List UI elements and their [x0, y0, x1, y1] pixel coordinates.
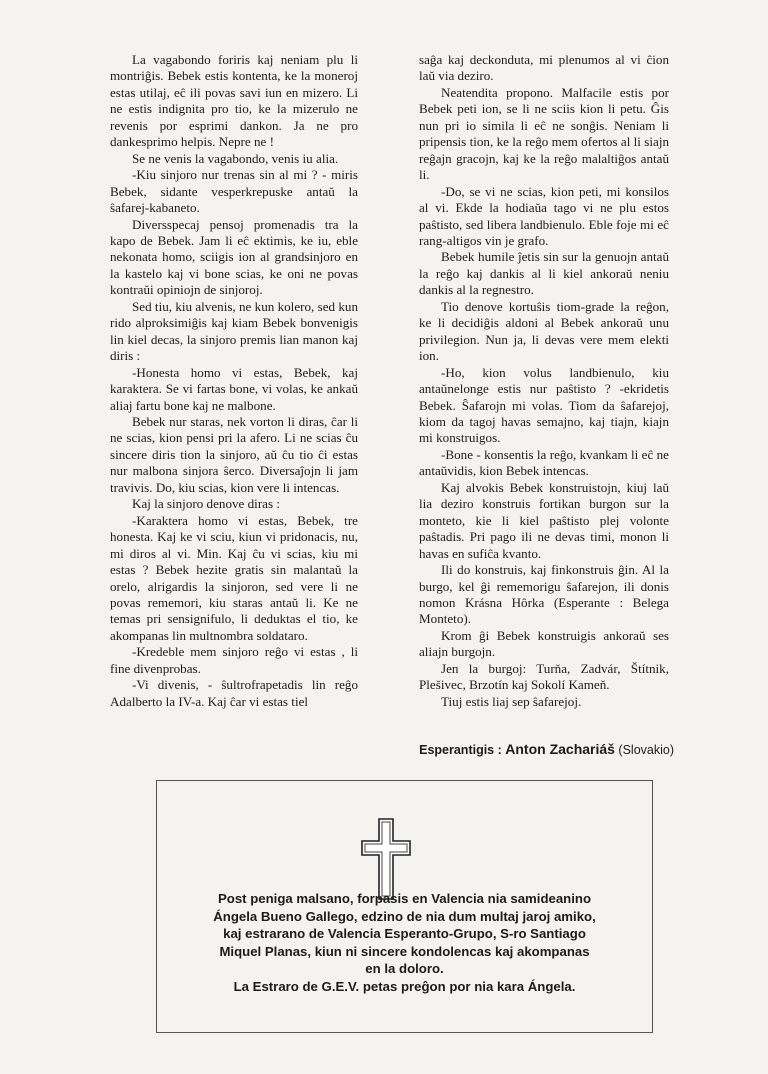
paragraph: Ili do konstruis, kaj finkonstruis ĝin. Al la burgo, kel ĝi rememorigu ŝafarejon, ili donis nomon Krásna Hôrka (Esperante : Belega Monteto).	[419, 562, 669, 627]
paragraph: Jen la burgoj: Turňa, Zadvár, Štítnik, Plešivec, Brzotín kaj Sokolí Kameň.	[419, 660, 669, 693]
notice-line: La Estraro de G.E.V. petas preĝon por nia kara Ángela.	[233, 978, 576, 994]
right-text-column	[419, 52, 669, 710]
paragraph: Se ne venis la vagabondo, venis iu alia.	[132, 150, 339, 166]
condolence-notice	[156, 780, 653, 1033]
paragraph: -Ho, kion volus landbienulo, kiu antaŭnelonge estis nur paŝtisto ? -ekridetis Bebek. Ŝafarojn mi volas. Tiom da ŝafarejoj, kiom da tagoj havas semajno, kaj tiajn, kiajn mi konstruigos.	[419, 364, 669, 446]
paragraph: -Karaktera homo vi estas, Bebek, tre honesta. Kaj ke vi sciu, kiun vi pridonacis, nu, mi diros al vi. Min. Kaj ĉu vi scias, kiu mi estas ? Bebek hezite gratis sin malantaŭ la orelo, alrigardis la sinjoron, sed vere li ne povas rememori, kiu staras antaŭ li. Ke ne temas pri sensignifulo, li deduktas el tio, ke akompanas lin multnombra soldataro.	[110, 512, 358, 643]
paragraph: -Do, se vi ne scias, kion peti, mi konsilos al vi. Ekde la hodiaŭa tago vi ne plu estos paŝtisto, sed libera landbienulo. Eble foje mi eĉ rang-altigos vin je grafo.	[419, 183, 669, 248]
translator-name: Anton Zachariáš	[505, 741, 615, 757]
paragraph: Tio denove kortuŝis tiom-grade la reĝon, ke li decidiĝis aldoni al Bebek ankoraŭ unu privilegion. Nun ja, li devas vere mem elekti ion.	[419, 298, 669, 364]
notice-text	[157, 890, 652, 995]
paragraph: Kaj alvokis Bebek konstruistojn, kiuj laŭ lia deziro konstruis fortikan burgon sur la monteto, kie li kiel paŝtisto plej volonte paŝtadis. Pri pago ili ne devas timi, monon li havas en sufiĉa kvanto.	[419, 479, 669, 561]
paragraph: Tiuj estis liaj sep ŝafarejoj.	[441, 693, 582, 709]
paragraph: Krom ĝi Bebek konstruigis ankoraŭ ses aliajn burgojn.	[419, 627, 669, 660]
cross-icon	[360, 817, 412, 901]
notice-line: Miquel Planas, kiun ni sincere kondolencas kaj akompanas	[219, 943, 590, 959]
paragraph: Bebek nur staras, nek vorton li diras, ĉar li ne scias, kion pensi pri la afero. Li ne scias ĉu sincere diris tion la sinjoro, aŭ ĉu tio ĉi estas nur malbona sinjora ŝerco. Diversaĵojn li jam travivis. Do, kiu scias, kion vere li intencas.	[110, 413, 358, 495]
credit-prefix: Esperantigis :	[419, 743, 506, 757]
translator-credit	[360, 741, 674, 757]
paragraph: Neatendita propono. Malfacile estis por Bebek peti ion, se li ne sciis kion li petu. Ĝis nun pri io simila li eĉ ne sonĝis. Neniam li pripensis tion, ke la reĝo mem ofertos al li siajn reĝajn gracojn, kaj ke la reĝo malaltiĝos antaŭ li.	[419, 84, 669, 183]
paragraph: Diversspecaj pensoj promenadis tra la kapo de Bebek. Jam li eĉ ektimis, ke iu, eble nekonata homo, sciigis ion al grandsinjoro en la kastelo kaj vi bone scias, ke oni ne povas kontraŭi opiniojn de sinjoroj.	[110, 216, 358, 298]
left-text-column	[110, 52, 358, 710]
paragraph: La vagabondo foriris kaj neniam plu li montriĝis. Bebek estis kontenta, ke la moneroj estas utilaj, eĉ ili povas savi iun en mizero. Li ne estis indignita pro tio, ke la mizerulo ne revenis por esprimi dankon. Ja ne pro dankesprimo helpis. Nepre ne !	[110, 52, 358, 150]
paragraph: -Kredeble mem sinjoro reĝo vi estas , li fine divenprobas.	[110, 644, 358, 676]
paragraph: -Kiu sinjoro nur trenas sin al mi ? - miris Bebek, sidante vesperkrepuske antaŭ la ŝafarej-kabaneto.	[110, 167, 358, 216]
paragraph: -Honesta homo vi estas, Bebek, kaj karaktera. Se vi fartas bone, vi volas, ke ankaŭ aliaj fartu bone kaj ne malbone.	[110, 364, 358, 413]
paragraph: -Bone - konsentis la reĝo, kvankam li eĉ ne antaŭvidis, kion Bebek intencas.	[419, 446, 669, 479]
notice-line: en la doloro.	[365, 961, 444, 976]
paragraph: -Vi divenis, - ŝultrofrapetadis lin reĝo Adalberto la IV-a. Kaj ĉar vi estas tiel	[110, 677, 358, 709]
paragraph: Bebek humile ĵetis sin sur la genuojn antaŭ la reĝo kaj dankis al li kiel ankoraŭ neniu dankis al la regnestro.	[419, 249, 669, 298]
paragraph: Sed tiu, kiu alvenis, ne kun kolero, sed kun rido alproksimiĝis kaj kiam Bebek bonvenigis lin kiel decas, la sinjoro premis lian manon kaj diris :	[110, 298, 358, 364]
notice-line: kaj estrarano de Valencia Esperanto-Grupo, S-ro Santiago	[223, 926, 586, 941]
notice-line: Post peniga malsano, forpasis en Valencia nia samideanino	[217, 891, 592, 906]
paragraph: saĝa kaj deckonduta, mi plenumos al vi ĉion laŭ via deziro.	[419, 52, 669, 84]
notice-line: Ángela Bueno Gallego, edzino de nia dum multaj jaroj amiko,	[213, 908, 596, 924]
translator-origin: (Slovakio)	[614, 743, 674, 757]
paragraph: Kaj la sinjoro denove diras :	[132, 496, 280, 512]
